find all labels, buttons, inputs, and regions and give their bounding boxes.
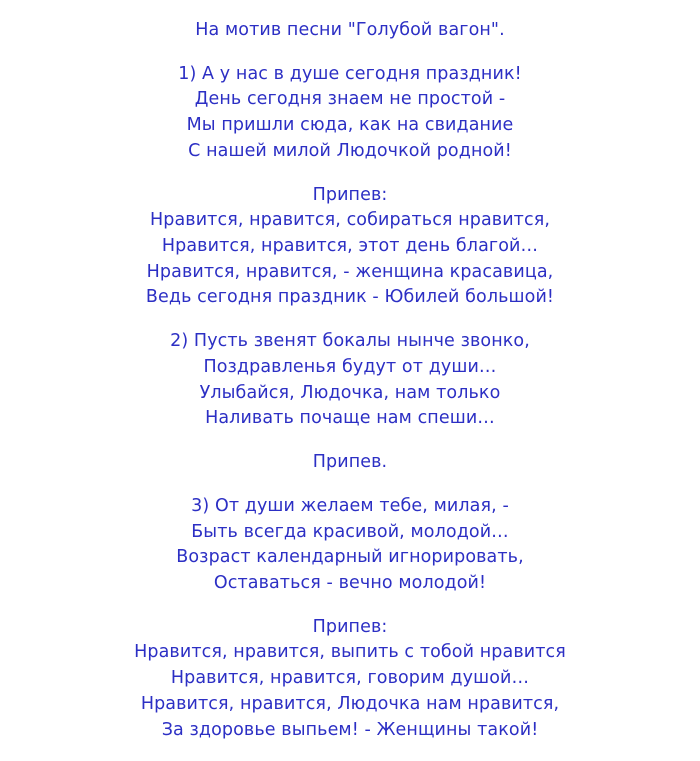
chorus-1-line-4: Ведь сегодня праздник - Юбилей большой! [145,287,555,308]
verse-1-line-2: День сегодня знаем не простой - [194,89,506,110]
chorus-3-line-3: Нравится, нравится, Людочка нам нравится, [140,693,560,714]
verse-3 [20,494,680,597]
verse-2 [20,329,680,432]
verse-1-line-3: Мы пришли сюда, как на свидание [186,115,514,136]
intro-line: На мотив песни "Голубой вагон". [195,20,505,40]
chorus-3-line-2: Нравится, нравится, говорим душой… [170,668,530,689]
verse-1-line-1: 1) А у нас в душе сегодня праздник! [178,63,522,84]
verse-2-line-2: Поздравленья будут от души… [203,356,497,377]
verse-2-line-3: Улыбайся, Людочка, нам только [199,382,501,403]
chorus-3 [20,615,680,744]
chorus-1 [20,183,680,312]
verse-2-line-4: Наливать почаще нам спеши… [205,408,495,429]
verse-3-line-4: Оставаться - вечно молодой! [213,572,487,593]
chorus-3-line-1: Нравится, нравится, выпить с тобой нравится [134,642,566,663]
chorus-1-line-3: Нравится, нравится, - женщина красавица, [146,261,554,282]
verse-3-line-1: 3) От души желаем тебе, милая, - [191,495,509,516]
chorus-1-heading: Припев: [312,184,388,205]
chorus-2 [20,450,680,476]
song-lyrics [20,18,680,761]
chorus-1-line-2: Нравится, нравится, этот день благой… [161,236,539,257]
verse-2-line-1: 2) Пусть звенят бокалы нынче звонко, [170,331,530,352]
chorus-3-heading: Припев: [312,616,388,637]
verse-3-line-3: Возраст календарный игнорировать, [176,547,524,568]
intro-block [20,18,680,44]
chorus-2-heading: Припев. [312,452,388,473]
chorus-1-line-1: Нравится, нравится, собираться нравится, [150,210,550,231]
chorus-3-line-4: За здоровье выпьем! - Женщины такой! [161,719,539,740]
verse-3-line-2: Быть всегда красивой, молодой… [191,521,509,542]
verse-1-line-4: С нашей милой Людочкой родной! [188,140,512,161]
verse-1 [20,62,680,165]
